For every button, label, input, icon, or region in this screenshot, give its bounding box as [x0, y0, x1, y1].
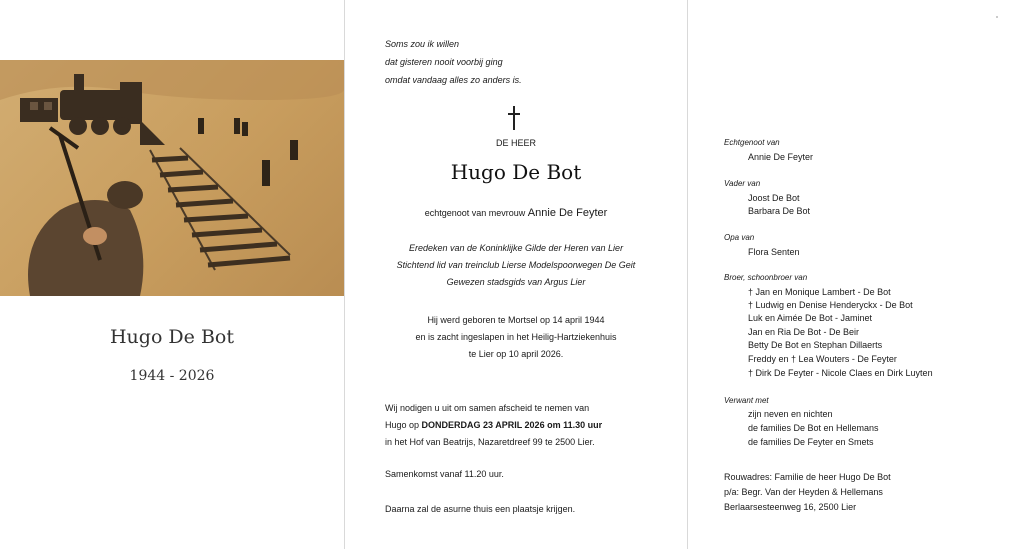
- address-line: p/a: Begr. Van der Heyden & Hellemans: [724, 487, 883, 497]
- family-member: Flora Senten: [748, 247, 800, 257]
- poem-line-2: dat gisteren nooit voorbij ging: [385, 57, 503, 67]
- family-member: † Jan en Monique Lambert - De Bot: [748, 287, 891, 297]
- cross-icon: [507, 106, 521, 130]
- spouse-name: Annie De Feyter: [527, 207, 608, 219]
- right-panel: [688, 0, 1024, 549]
- address-line: Berlaarsesteenweg 16, 2500 Lier: [724, 502, 857, 512]
- group-heading: Opa van: [724, 233, 755, 242]
- left-panel: [0, 0, 344, 549]
- family-member: Freddy en † Lea Wouters - De Feyter: [748, 354, 897, 364]
- birth-line-3: te Lier op 10 april 2026.: [468, 349, 564, 359]
- group-heading: Echtgenoot van: [724, 138, 780, 147]
- speck: [996, 16, 998, 18]
- gathering-line: Samenkomst vanaf 11.20 uur.: [385, 469, 504, 479]
- deceased-cross-icon: †: [748, 300, 756, 310]
- family-member: † Dirk De Feyter - Nicole Claes en Dirk Luyten: [748, 368, 933, 378]
- middle-panel: [345, 0, 687, 549]
- family-member: zijn neven en nichten: [748, 409, 833, 419]
- invite-line-2: [385, 419, 602, 431]
- life-years: 1944 - 2026: [129, 368, 215, 384]
- honor-line-2: Stichtend lid van treinclub Lierse Modelspoorwegen De Geit: [396, 260, 636, 270]
- group-heading: Verwant met: [724, 396, 769, 405]
- poem-line-1: Soms zou ik willen: [385, 39, 460, 49]
- title-prefix: DE HEER: [495, 138, 536, 148]
- group-heading: Vader van: [724, 179, 761, 188]
- poem-line-3: omdat vandaag alles zo anders is.: [385, 75, 522, 85]
- railway-worker-illustration: [0, 60, 344, 296]
- railway-worker-drawing: [0, 60, 344, 296]
- urn-line: Daarna zal de asurne thuis een plaatsje krijgen.: [385, 504, 576, 514]
- invite-line-1: Wij nodigen u uit om samen afscheid te nemen van: [385, 403, 590, 413]
- family-member: Barbara De Bot: [748, 206, 811, 216]
- deceased-name-left: Hugo De Bot: [109, 326, 234, 348]
- deceased-cross-icon: †: [748, 287, 756, 297]
- family-member: de families De Bot en Hellemans: [748, 423, 879, 433]
- family-member: Annie De Feyter: [748, 152, 814, 162]
- family-member: Luk en Aimée De Bot - Jaminet: [748, 313, 873, 323]
- family-member: de families De Feyter en Smets: [748, 437, 874, 447]
- address-line: Rouwadres: Familie de heer Hugo De Bot: [724, 472, 891, 482]
- family-member: † Ludwig en Denise Henderyckx - De Bot: [748, 300, 913, 310]
- spouse-prefix: echtgenoot van mevrouw: [424, 208, 526, 218]
- birth-line-1: Hij werd geboren te Mortsel op 14 april 1944: [427, 315, 605, 325]
- spouse-line: [345, 207, 687, 219]
- ceremony-date: DONDERDAG 23 APRIL 2026 om 11.30 uur: [421, 420, 603, 430]
- family-member: Joost De Bot: [748, 193, 800, 203]
- family-member: Jan en Ria De Bot - De Beir: [748, 327, 860, 337]
- deceased-name-main: Hugo De Bot: [450, 160, 582, 184]
- group-heading: Broer, schoonbroer van: [724, 273, 808, 282]
- family-member: Betty De Bot en Stephan Dillaerts: [748, 340, 883, 350]
- birth-line-2: en is zacht ingeslapen in het Heilig-Hartziekenhuis: [415, 332, 617, 342]
- honor-line-3: Gewezen stadsgids van Argus Lier: [446, 277, 586, 287]
- invite-line-2-prefix: Hugo op: [385, 420, 422, 430]
- deceased-cross-icon: †: [748, 368, 756, 378]
- honor-line-1: Eredeken van de Koninklijke Gilde der Heren van Lier: [408, 243, 624, 253]
- invite-line-3: in het Hof van Beatrijs, Nazaretdreef 99 te 2500 Lier.: [385, 437, 595, 447]
